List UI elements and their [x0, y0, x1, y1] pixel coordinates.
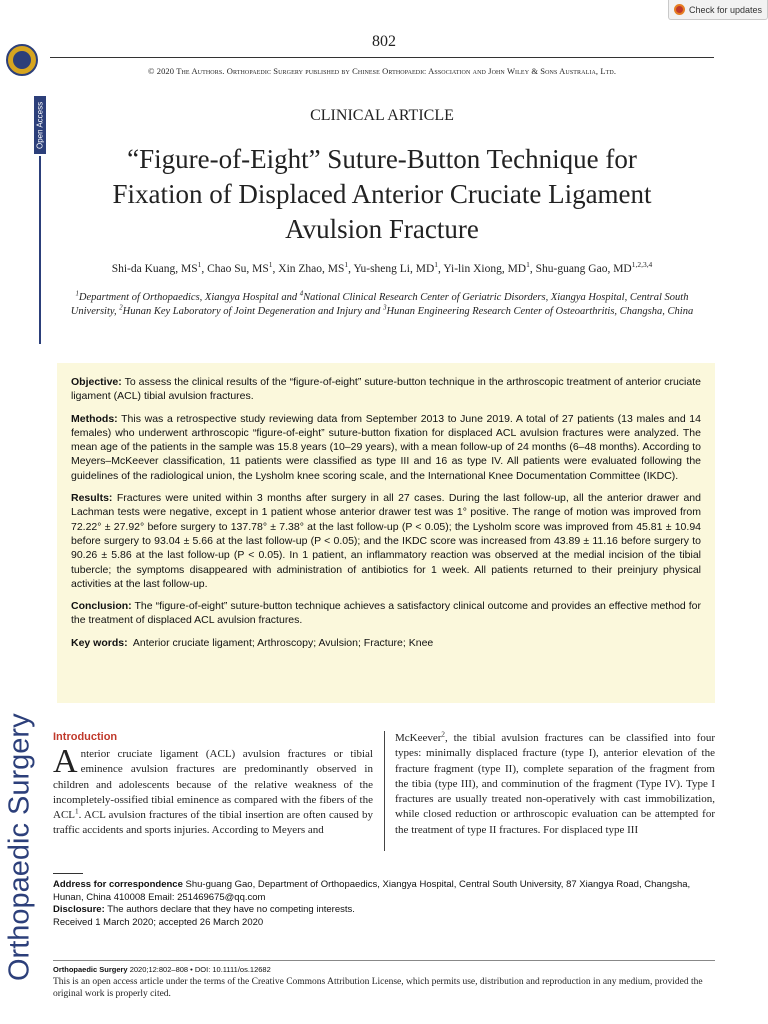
citation-ref[interactable]: 1 — [75, 807, 79, 816]
left-sidebar — [0, 0, 44, 1024]
methods-text: This was a retrospective study reviewing data from September 2013 to June 2019. A total of 27 patients (13 males and 14 females) who underwent arthroscopic “figure-of-eight” suture-button fixation for displaced ACL avulsion fractures were analyzed. The mean age of the patients in the sample was 15.8 years (10–29 years), with a mean follow-up of 24 months (6–48 months). According to Meyers–McKeever classification, 11 patients were classified as type III and 16 as type IV. All patients were evaluated following the guidelines of the radiological union, the Lysholm knee scoring scale, and the International Knee Documentation Committee (IKDC). — [71, 412, 701, 482]
author-name: Shu-guang Gao, MD — [535, 263, 632, 275]
article-type: CLINICAL ARTICLE — [310, 107, 454, 124]
title-line: Fixation of Displaced Anterior Cruciate Ligament — [112, 179, 652, 209]
author-affil: 1 — [197, 260, 202, 270]
header-divider — [50, 57, 714, 58]
citation-journal: Orthopaedic Surgery — [53, 965, 128, 974]
disclosure-text: The authors declare that they have no competing interests. — [104, 904, 355, 916]
check-for-updates-button[interactable] — [668, 0, 768, 20]
keywords-label: Key words: — [71, 636, 128, 649]
affil-text: National Clinical Research Center of Geriatric Disorders, Xiangya Hospital, Central South University, — [70, 292, 689, 317]
author-name: Yu-sheng Li, MD — [353, 263, 435, 275]
disclosure — [53, 904, 715, 917]
footnote-divider — [53, 873, 83, 874]
affil-sup: 2 — [119, 304, 123, 312]
author-name: Yi-lin Xiong, MD — [443, 263, 527, 275]
disclosure-label: Disclosure: — [53, 904, 105, 916]
bottom-divider — [53, 960, 715, 961]
author-name: Xin Zhao, MS — [278, 263, 345, 275]
abstract-objective — [71, 375, 701, 404]
column-divider — [384, 731, 385, 851]
address-text: Shu-guang Gao, Department of Orthopaedics, Xiangya Hospital, Central South University, 87 Xiangya Road, Changsha, Hunan, China 410008 Email: 251469675@qq.com — [53, 879, 691, 903]
citation-ref[interactable]: 2 — [441, 730, 445, 739]
abstract-results — [71, 491, 701, 591]
intro-text: , the tibial avulsion fractures can be classified into four types: minimally displaced fracture (type I), anterior elevation of the fracture fragment (type II), complete separation of the fragment from the tibia (type III), and comminution of the fragment (Type IV). Type I fractures are usually treated non-operatively with cast immobilization, while closed reduction or arthroscopic evaluation can be attempted for the treatment of type II fractures. For displaced type III — [395, 732, 715, 836]
page-number: 802 — [372, 33, 396, 50]
address-label: Address for correspondence — [53, 879, 183, 890]
title-line: Avulsion Fracture — [285, 214, 479, 244]
citation-line — [53, 965, 271, 974]
affil-text: Hunan Key Laboratory of Joint Degeneration and Injury and — [122, 306, 384, 317]
affil-sup: 3 — [383, 304, 387, 312]
abstract-conclusion — [71, 599, 701, 628]
license-text: This is an open access article under the terms of the Creative Commons Attribution License, which permits use, distribution and reproduction in any medium, provided the original work is properly cited. — [53, 977, 703, 999]
intro-text: . ACL avulsion fractures of the tibial insertion are often caused by traffic accidents and sports injuries. According to Meyers and — [53, 809, 373, 837]
results-label: Results: — [71, 492, 113, 505]
abstract-keywords — [71, 636, 701, 650]
copyright-line: © 2020 The Authors. Orthopaedic Surgery published by Chinese Orthopaedic Association and John Wiley & Sons Australia, Ltd. — [147, 66, 617, 76]
check-for-updates-label: Check for updates — [688, 4, 763, 15]
keywords-text: Anterior cruciate ligament; Arthroscopy; Avulsion; Fracture; Knee — [132, 636, 434, 649]
intro-text: nterior cruciate ligament (ACL) avulsion fractures or tibial eminence avulsion fractures are predominantly observed in children and adolescents because of the relative weakness of the incompletely-ossified tibial eminence as compared with the fibers of the ACL — [53, 748, 373, 822]
drop-cap: A — [53, 743, 78, 780]
intro-text: McKeever — [395, 732, 442, 744]
open-access-badge[interactable]: Open Access — [34, 96, 46, 154]
author-list: Shi-da Kuang, $MS^1$, Chao Su, $MS^1$, Xin Zhao, $MS^1$, Yu-sheng Li, $MD^1$, Yi-lin Xiong, $MD^1$, Shu-guang Gao, MD$^{1,2,3,4}$ — [111, 260, 653, 275]
introduction-heading: Introduction — [53, 731, 118, 743]
affil-sup: 1 — [75, 290, 79, 298]
received-dates: Received 1 March 2020; accepted 26 March 2020 — [53, 916, 264, 928]
affiliations — [56, 291, 708, 319]
affil-text: Hunan Engineering Research Center of Osteoarthritis, Changsha, China — [386, 306, 694, 317]
citation-details[interactable]: 2020;12:802–808 • DOI: 10.1111/os.12682 — [127, 965, 271, 974]
conclusion-text: The “figure-of-eight” suture-button technique achieves a satisfactory clinical outcome and provides an effective method for the treatment of displaced ACL avulsion fractures. — [71, 600, 701, 627]
objective-text: To assess the clinical results of the “figure-of-eight” suture-button technique in the arthroscopic treatment of anterior cruciate ligament (ACL) tibial avulsion fractures. — [71, 376, 701, 403]
author-affil: 1 — [268, 260, 273, 270]
methods-label: Methods: — [71, 412, 118, 425]
update-icon — [674, 4, 685, 15]
body-column-right — [395, 731, 715, 838]
author-affil: 1 — [434, 260, 439, 270]
author-affil: 1,2,3,4 — [631, 260, 653, 270]
author-affil: 1 — [344, 260, 349, 270]
author-affil: 1 — [526, 260, 530, 270]
results-text: Fractures were united within 3 months after surgery in all 27 cases. During the last follow-up, all the anterior drawer and Lachman tests were negative, except in 1 patient whose anterior drawer test was 1° positive. The range of motion was improved from 72.22° ± 27.92° before surgery to 137.78° ± 7.38° at the last follow-up (P < 0.05); the Lysholm score was improved from 45.81 ± 10.94 before surgery to 93.04 ± 5.66 at the last follow-up (P < 0.05); and the IKDC score was increased from 43.89 ± 11.16 before surgery to 90.26 ± 5.86 at the last follow-up (P < 0.05). In 1 patient, an inflammatory reaction was observed at the medial incision of the tibial tubercle; the symptoms disappeared with administration of antibiotics for 1 week. All patients returned to their preinjury physical activities at the last follow-up. — [71, 492, 701, 590]
footnotes — [53, 879, 715, 929]
author-name: Shi-da Kuang, MS — [111, 263, 198, 275]
abstract-methods — [71, 412, 701, 483]
sidebar-line — [39, 156, 41, 344]
author-name: Chao Su, MS — [207, 263, 269, 275]
conclusion-label: Conclusion: — [71, 600, 132, 613]
journal-name-vertical: Orthopaedic Surgery — [3, 713, 36, 981]
article-title — [60, 142, 704, 247]
title-line: “Figure-of-Eight” Suture-Button Technique for — [127, 144, 637, 174]
correspondence — [53, 879, 715, 904]
abstract-box — [57, 363, 715, 703]
affil-text: Department of Orthopaedics, Xiangya Hospital and — [78, 292, 300, 303]
body-column-left — [53, 743, 373, 839]
affil-sup: 4 — [299, 290, 304, 298]
objective-label: Objective: — [71, 376, 122, 388]
